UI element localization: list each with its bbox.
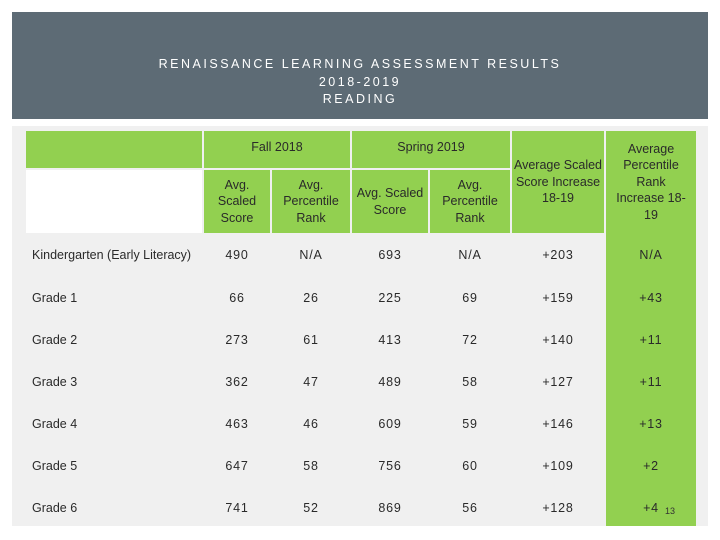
cell-percentile-increase: +11 (639, 374, 663, 389)
cell-fall-scaled: 463 (225, 416, 249, 431)
cell-spring-percentile: 56 (462, 500, 478, 515)
cell-scaled-increase: +140 (542, 332, 574, 347)
header-percentile-rank-increase: Average Percentile Rank Increase 18-19 (606, 131, 696, 233)
row-label: Grade 5 (32, 458, 78, 473)
cell-spring-percentile: 60 (462, 458, 478, 473)
cell-spring-percentile: 59 (462, 416, 478, 431)
cell-spring-scaled: 869 (378, 500, 402, 515)
cell-fall-scaled: 490 (225, 247, 249, 262)
cell-fall-percentile: 47 (303, 374, 319, 389)
cell-fall-scaled: 647 (225, 458, 249, 473)
row-label: Kindergarten (Early Literacy) (32, 247, 192, 262)
cell-spring-scaled: 489 (378, 374, 402, 389)
cell-percentile-increase: +11 (639, 332, 663, 347)
header-spring-scaled-score: Avg. Scaled Score (352, 170, 428, 233)
cell-spring-scaled: 609 (378, 416, 402, 431)
cell-fall-scaled: 273 (225, 332, 249, 347)
header-spring-2019: Spring 2019 (352, 131, 510, 168)
cell-fall-percentile: N/A (299, 247, 323, 262)
cell-scaled-increase: +146 (542, 416, 574, 431)
cell-spring-percentile: 58 (462, 374, 478, 389)
row-label: Grade 2 (32, 332, 78, 347)
row-label: Grade 6 (32, 500, 78, 515)
title-banner (12, 12, 708, 119)
header-fall-scaled-score: Avg. Scaled Score (204, 170, 270, 233)
cell-spring-percentile: 69 (462, 290, 478, 305)
cell-spring-percentile: N/A (458, 247, 482, 262)
slide-title (12, 56, 708, 109)
slide-title-line-1: RENAISSANCE LEARNING ASSESSMENT RESULTS (158, 57, 562, 71)
cell-spring-scaled: 225 (378, 290, 402, 305)
cell-spring-scaled: 693 (378, 247, 402, 262)
cell-fall-percentile: 52 (303, 500, 319, 515)
cell-percentile-increase: N/A (639, 247, 663, 262)
cell-scaled-increase: +128 (542, 500, 574, 515)
cell-percentile-increase: +13 (639, 416, 663, 431)
cell-fall-percentile: 46 (303, 416, 319, 431)
cell-scaled-increase: +127 (542, 374, 574, 389)
cell-fall-percentile: 58 (303, 458, 319, 473)
slide-title-line-2: 2018-2019 (318, 74, 402, 89)
row-label: Grade 3 (32, 374, 78, 389)
header-empty-bottom (26, 170, 202, 233)
cell-fall-percentile: 61 (303, 332, 319, 347)
results-table (12, 126, 708, 526)
cell-scaled-increase: +203 (542, 247, 574, 262)
slide-title-line-3: READING (322, 92, 398, 106)
cell-fall-scaled: 362 (225, 374, 249, 389)
header-empty-top (26, 131, 202, 168)
row-label: Grade 1 (32, 290, 78, 305)
header-fall-2018: Fall 2018 (204, 131, 350, 168)
header-scaled-score-increase: Average Scaled Score Increase 18-19 (512, 131, 604, 233)
header-spring-percentile-rank: Avg. Percentile Rank (430, 170, 510, 233)
cell-fall-scaled: 741 (225, 500, 249, 515)
cell-scaled-increase: +109 (542, 458, 574, 473)
row-label: Grade 4 (32, 416, 78, 431)
cell-fall-percentile: 26 (303, 290, 319, 305)
cell-spring-scaled: 756 (378, 458, 402, 473)
cell-spring-scaled: 413 (378, 332, 402, 347)
cell-fall-scaled: 66 (229, 290, 245, 305)
cell-percentile-increase: +43 (639, 290, 663, 305)
page-number: 13 (665, 506, 676, 516)
cell-percentile-increase: +2 (643, 458, 659, 473)
cell-percentile-increase: +4 (643, 500, 659, 515)
cell-scaled-increase: +159 (542, 290, 574, 305)
cell-spring-percentile: 72 (462, 332, 478, 347)
header-fall-percentile-rank: Avg. Percentile Rank (272, 170, 350, 233)
